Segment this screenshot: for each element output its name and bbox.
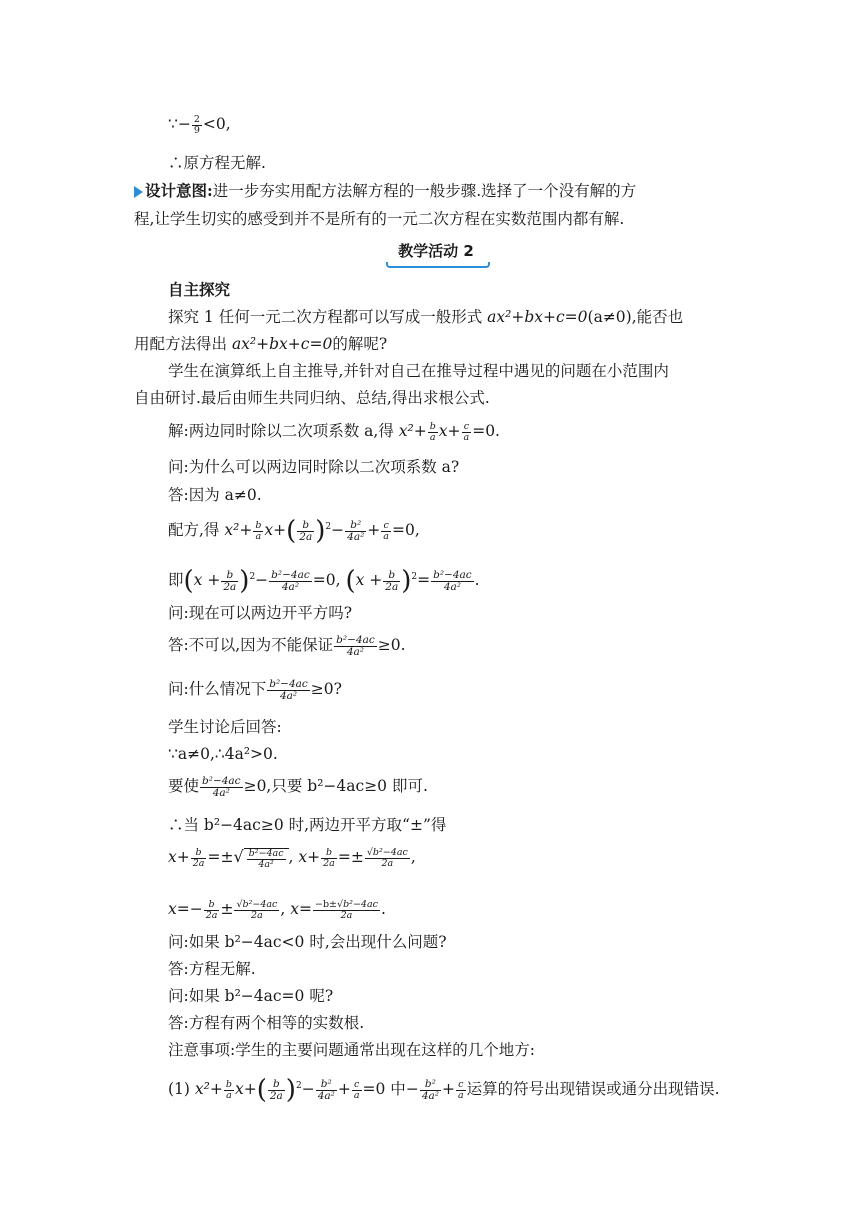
- note-item-1: (1) x²+ $\frac{b}{a}$ x+( $\frac{b}{2a}$ )$^2$− $\frac{\text{b²}}{\text{4a²}}$ + $\frac{c}{a}$ =0 中− $\frac{\text{b²}}{\text{4a²}}$ + $\frac{c}{a}$ 运算的符号出现错误或通分出现错误.: [168, 1075, 720, 1106]
- right-paren: ): [239, 566, 250, 597]
- exponent-2: 2: [411, 572, 418, 582]
- fraction-b-a: $\frac{b}{a}$: [255, 519, 262, 542]
- fraction-b-2a: $\frac{b}{2a}$: [385, 568, 399, 593]
- question-5: 问:如果 b²−4ac=0 呢?: [168, 987, 334, 1005]
- fraction-b-a: $\frac{b}{a}$: [225, 1078, 232, 1101]
- exponent-2: 2: [249, 572, 256, 582]
- because-line: ∵a≠0,∴4a²>0.: [168, 745, 278, 763]
- fraction-disc-4a2: $\frac{\text{b²−4ac}}{\text{4a²}}$: [433, 568, 472, 593]
- left-paren: (: [345, 566, 356, 597]
- line-because-negative: ∵− $\frac{2}{9}$ <0,: [168, 113, 231, 136]
- fraction-c-a: $\frac{c}{a}$: [383, 519, 389, 542]
- student-line-2: 自由研讨.最后由师生共同归纳、总结,得出求根公式.: [134, 389, 490, 407]
- fraction-disc-4a2: $\frac{\text{b²−4ac}}{\text{4a²}}$: [269, 677, 308, 702]
- design-intent-line-1: 设计意图:进一步夯实用配方法解方程的一般步骤.选择了一个没有解的方: [134, 180, 636, 202]
- explore1-line-2: 用配方法得出 ax²+bx+c=0的解呢?: [134, 335, 388, 353]
- fraction-2-9: $\frac{2}{9}$: [193, 113, 200, 136]
- question-4: 问:如果 b²−4ac<0 时,会出现什么问题?: [168, 933, 447, 951]
- left-paren: (: [286, 516, 297, 547]
- activity-badge-underline: [386, 262, 490, 268]
- student-line-1: 学生在演算纸上自主推导,并针对自己在推导过程中遇见的问题在小范围内: [168, 362, 669, 380]
- fraction-disc-4a2: $\frac{\text{b²−4ac}}{\text{4a²}}$: [202, 774, 241, 799]
- fraction-b-2a: $\frac{b}{2a}$: [223, 568, 237, 593]
- answer-4: 答:方程无解.: [168, 960, 256, 978]
- activity-badge-title: 教学活动 2: [398, 242, 474, 260]
- exponent-2: 2: [325, 522, 332, 532]
- because-symbol: ∵: [168, 115, 178, 133]
- therefore-line: ∴当 b²−4ac≥0 时,两边开平方取“±”得: [168, 816, 447, 834]
- design-intent-line-2: 程,让学生切实的感受到并不是所有的一元二次方程在实数范围内都有解.: [134, 210, 625, 228]
- question-3: 问:什么情况下 $\frac{\text{b²−4ac}}{\text{4a²}}$ ≥0?: [168, 677, 342, 702]
- solve-line: 解:两边同时除以二次项系数 a,得 x²+ $\frac{b}{a}$ x+ $\frac{c}{a}$ =0.: [168, 420, 500, 443]
- sqrt-content: [244, 848, 289, 870]
- complete-square-line: 配方,得 x²+ $\frac{b}{a}$ x+( $\frac{b}{2a}$ )$^2$− $\frac{\text{b²}}{\text{4a²}}$ + $\frac{c}{a}$ =0,: [168, 516, 420, 547]
- note-line: 注意事项:学生的主要问题通常出现在这样的几个地方:: [168, 1041, 535, 1059]
- fraction-c-a: $\frac{c}{a}$: [457, 1078, 464, 1101]
- fraction-b-2a: $\frac{b}{2a}$: [269, 1077, 283, 1102]
- right-paren: ): [315, 516, 326, 547]
- explore1-line-1: 探究 1 任何一元二次方程都可以写成一般形式 ax²+bx+c=0(a≠0),能否也: [168, 308, 684, 326]
- exponent-2: 2: [295, 1081, 302, 1091]
- right-paren: ): [401, 566, 412, 597]
- design-intent-label: 设计意图:: [145, 181, 213, 200]
- sqrt-line-1: x+ $\frac{b}{2a}$ =±√ $\frac{\text{b²−4ac}}{\text{4a²}}$ , x+ $\frac{b}{2a}$ =± $\frac{\text{√b²−4ac}}{2a}$ ,: [168, 846, 416, 870]
- fraction-disc-4a2: $\frac{\text{b²−4ac}}{\text{4a²}}$: [336, 633, 375, 658]
- discuss-line: 学生讨论后回答:: [168, 718, 282, 736]
- fraction-b-2a: $\frac{b}{2a}$: [323, 846, 335, 869]
- left-paren: (: [183, 566, 194, 597]
- root-formula-line: x=− $\frac{b}{2a}$ ± $\frac{\text{√b²−4ac}}{2a}$ , x= $\frac{\text{−b±√b²−4ac}}{2a}$ .: [168, 898, 386, 921]
- answer-1: 答:因为 a≠0.: [168, 486, 262, 504]
- left-paren: (: [256, 1075, 267, 1106]
- fraction-b2-4a2: $\frac{\text{b²}}{\text{4a²}}$: [421, 1077, 439, 1102]
- fraction-b-2a: $\frac{b}{2a}$: [192, 846, 205, 869]
- activity-badge: [384, 238, 488, 268]
- fraction-disc-4a2: $\frac{\text{b²−4ac}}{\text{4a²}}$: [271, 568, 310, 593]
- fraction-sqrt-disc-2a: $\frac{\text{√b²−4ac}}{2a}$: [236, 898, 278, 921]
- question-1: 问:为什么可以两边同时除以二次项系数 a?: [168, 458, 460, 476]
- fraction-b2-4a2: $\frac{\text{b²}}{\text{4a²}}$: [317, 1077, 335, 1102]
- line-no-solution: ∴原方程无解.: [168, 154, 266, 172]
- fraction-b-a: $\frac{b}{a}$: [429, 420, 436, 443]
- fraction-b2-4a2: $\frac{\text{b²}}{\text{4a²}}$: [347, 518, 365, 543]
- question-2: 问:现在可以两边开平方吗?: [168, 604, 353, 622]
- right-paren: ): [285, 1075, 296, 1106]
- fraction-b-2a: $\frac{b}{2a}$: [205, 898, 218, 921]
- answer-2: 答:不可以,因为不能保证 $\frac{\text{b²−4ac}}{\text{4a²}}$ ≥0.: [168, 633, 406, 658]
- fraction-c-a: $\frac{c}{a}$: [353, 1078, 360, 1101]
- minus-sign: −: [177, 115, 191, 133]
- fraction-c-a: $\frac{c}{a}$: [463, 420, 470, 443]
- section-self-explore: 自主探究: [168, 280, 231, 299]
- ie-line: 即(x + $\frac{b}{2a}$ )$^2$− $\frac{\text{b²−4ac}}{\text{4a²}}$ =0, (x + $\frac{b}{2a}$ )$^2$= $\frac{\text{b²−4ac}}{\text{4a²}}$ .: [168, 566, 480, 597]
- radical-icon: √: [233, 847, 244, 866]
- triangle-marker-icon: [134, 186, 143, 198]
- fraction-quadratic-formula: $\frac{\text{−b±√b²−4ac}}{2a}$: [314, 898, 378, 921]
- answer-5: 答:方程有两个相等的实数根.: [168, 1014, 365, 1032]
- fraction-disc-4a2: $\frac{\text{b²−4ac}}{\text{4a²}}$: [248, 848, 284, 870]
- fraction-b-2a: $\frac{b}{2a}$: [299, 518, 313, 543]
- make-line: 要使 $\frac{\text{b²−4ac}}{\text{4a²}}$ ≥0,只要 b²−4ac≥0 即可.: [168, 774, 428, 799]
- fraction-sqrt-disc-2a: $\frac{\text{√b²−4ac}}{2a}$: [366, 846, 408, 869]
